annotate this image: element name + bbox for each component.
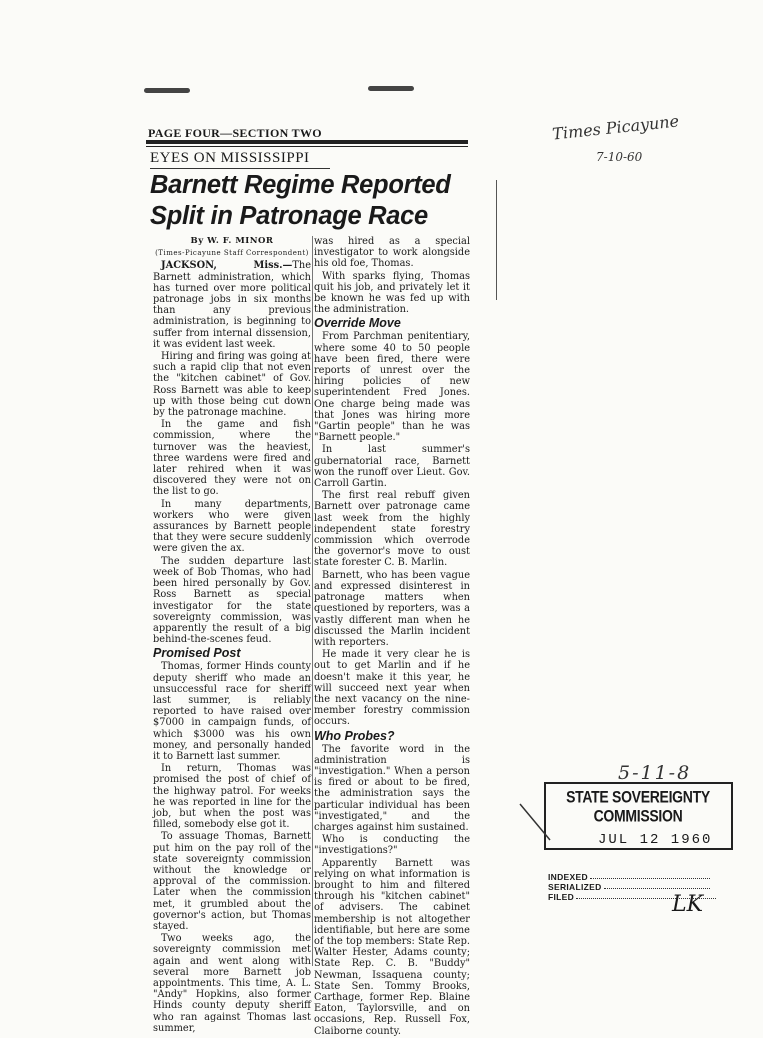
paragraph-text: In last summer's gubernatorial race, Barnett won the runoff over Lieut. Gov. Carroll Gartin.	[314, 444, 470, 490]
paragraph	[314, 444, 470, 489]
paragraph-text: With sparks flying, Thomas quit his job, and privately let it be known he was fed up with the administration.	[314, 270, 470, 316]
paragraph-text: Thomas, former Hinds county deputy sheriff who made an unsuccessful race for sheriff last summer, is reliably reported to have raised over $7000 in campaign funds, of which $3000 was his own money, and personally handed it to Barnett last summer.	[153, 661, 311, 762]
paragraph-text: Two weeks ago, the sovereignty commission met again and went along with several more Barnett job appointments. This time, A. L. "Andy" Hopkins, also former Hinds county deputy sheriff who ran against Thomas last summer,	[153, 933, 311, 1034]
handwritten-date: 7-10-60	[596, 150, 643, 164]
paragraph	[153, 661, 311, 762]
paragraph	[153, 933, 311, 1034]
byline-credit: (Times-Picayune Staff Correspondent)	[155, 249, 309, 258]
handwritten-file-number: 5-11-8	[618, 762, 692, 784]
paragraph-text: In many departments, workers who were given assurances by Barnett people that they were secure suddenly were given the ax.	[153, 498, 311, 555]
paragraph-text: The sudden departure last week of Bob Thomas, who had been hired personally by Gov. Ross Barnett as special investigator for the state sovereignty commission, was apparently the result of a big behind-the-scenes feud.	[153, 555, 311, 646]
staple-left	[144, 88, 190, 93]
stamp-serialized: SERIALIZED	[548, 882, 710, 892]
header-rule-thin	[146, 146, 468, 147]
margin-mark	[496, 180, 497, 300]
header-rule	[146, 140, 468, 144]
paragraph-text: The favorite word in the administration is "investigation." When a person is fired or about to be fired, the administration says the particular individual has been "investigated," and the charges against him sustained.	[314, 743, 470, 833]
paragraph	[314, 858, 470, 1037]
paragraph-text: The Barnett administration, which has turned over more political patronage jobs in six months than any previous administration, is beginning to suffer from internal dissension, it was evident last week.	[153, 260, 311, 350]
article-column-1	[153, 236, 311, 1035]
subheading: Promised Post	[153, 646, 241, 661]
paragraph	[314, 834, 470, 856]
check-mark	[516, 800, 556, 850]
subheading: Who Probes?	[314, 728, 395, 743]
stamp-indexed: INDEXED	[548, 872, 710, 882]
paragraph	[314, 744, 470, 834]
paragraph	[314, 649, 470, 727]
paragraph-text: The first real rebuff given Barnett over patronage came last week from the highly independent state forestry commission which overrode the governor's move to oust state forester C. B. Marlin.	[314, 490, 470, 569]
paragraph-text: Hiring and firing was going at such a rapid clip that not even the "kitchen cabinet" of Gov. Ross Barnett was able to keep up with those being cut down by the patronage machine.	[153, 351, 311, 419]
paragraph-text: Barnett, who has been vague and expressed disinterest in patronage matters when questioned by reporters, was a vastly different man when he discussed the Marlin incident with reporters.	[314, 569, 470, 648]
column-divider	[312, 236, 313, 966]
handwritten-paper-name: Times Picayune	[551, 111, 680, 144]
paragraph	[153, 831, 311, 932]
paragraph	[153, 419, 311, 497]
paragraph	[314, 236, 470, 270]
paragraph	[314, 490, 470, 568]
byline: By W. F. MINOR	[190, 236, 274, 246]
paragraph	[314, 570, 470, 648]
dateline: JACKSON, Miss.—	[161, 260, 293, 272]
paragraph	[153, 556, 311, 646]
column-kicker: EYES ON MISSISSIPPI	[150, 150, 330, 169]
stamp-date: JUL 12 1960	[598, 832, 713, 848]
paragraph-text: He made it very clear he is out to get Marlin and if he doesn't make it this year, he will succeed next year when the next vacancy on the nine-member forestry commission occurs.	[314, 649, 470, 728]
paragraph	[314, 271, 470, 316]
paragraph	[314, 331, 470, 443]
stamp-filed: FILED	[548, 892, 716, 902]
paragraph-text: was hired as a special investigator to work alongside his old foe, Thomas.	[314, 236, 470, 270]
paragraph-text: Who is conducting the "investigations?"	[314, 834, 470, 857]
paragraph-text: In return, Thomas was promised the post of chief of the highway patrol. For weeks he was reported in line for the job, but when the post was filled, somebody else got it.	[153, 763, 311, 831]
article-column-2	[314, 236, 470, 1038]
section-header: PAGE FOUR—SECTION TWO	[148, 126, 322, 140]
paragraph	[153, 351, 311, 418]
paragraph-text: From Parchman penitentiary, where some 40 to 50 people have been fired, there were reports of unrest over the hiring policies of new superintendent Fred Jones. One charge being made was that Jones was hiring more "Gartin people" than he was "Barnett people."	[314, 331, 470, 444]
subheading: Override Move	[314, 316, 401, 331]
paragraph	[153, 260, 311, 350]
paragraph	[153, 763, 311, 830]
staple-right	[368, 86, 414, 91]
paragraph	[153, 499, 311, 555]
paragraph-text: In the game and fish commission, where the turnover was the heaviest, three wardens were fired and later rehired when it was discovered they were not on the list to go.	[153, 419, 311, 498]
paragraph-text: Apparently Barnett was relying on what information is brought to him and filtered through his "kitchen cabinet" of advisers. The cabinet membership is not altogether identifiable, but here are some of the top members: State Rep. Walter Hester, Adams county; State Rep. C. B. "Buddy" Newman, Issaquena county; State Sen. Tommy Brooks, Carthage, former Rep. Blaine Eaton, Taylorsville, and on occasions, Rep. Russell Fox, Claiborne county.	[314, 857, 470, 1037]
paragraph-text: To assuage Thomas, Barnett put him on the pay roll of the state sovereignty commission without the knowledge or approval of the commission. Later when the commission met, it grumbled about the governor's action, but Thomas stayed.	[153, 831, 311, 932]
article-headline: Barnett Regime Reported Split in Patronage Race	[150, 171, 451, 230]
stamp-title: STATE SOVEREIGNTY COMMISSION	[566, 786, 710, 826]
handwritten-initials: LK	[672, 892, 704, 917]
